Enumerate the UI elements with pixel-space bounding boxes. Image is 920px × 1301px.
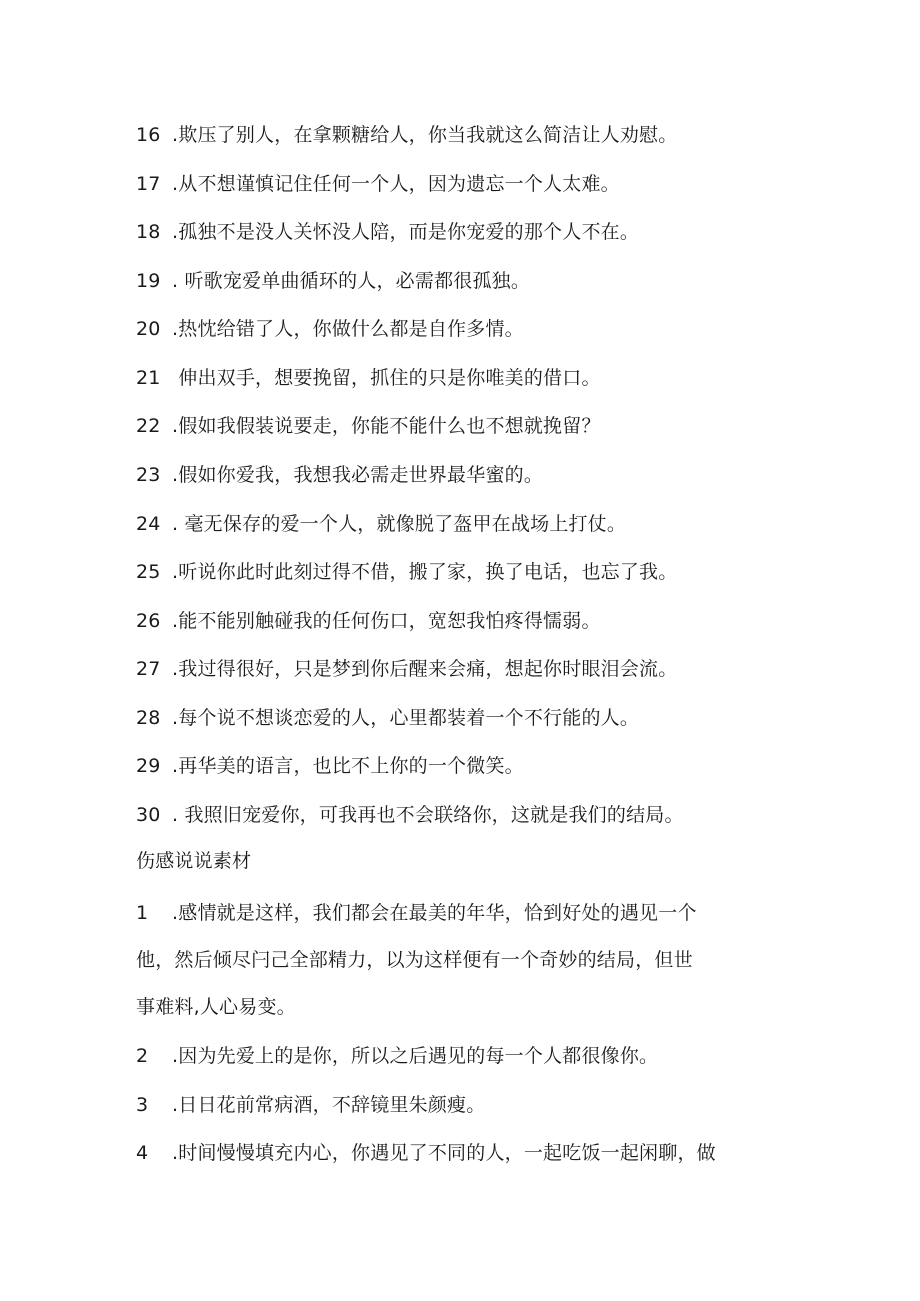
list-item [136, 219, 639, 245]
item-text: . 我照旧宠爱你，可我再也不会联络你，这就是我们的结局。 [172, 804, 684, 826]
item-text: .热忱给错了人，你做什么都是自作多情。 [172, 318, 524, 340]
list-item [136, 413, 601, 439]
item-text: .假如你爱我，我想我必需走世界最华蜜的。 [172, 464, 544, 486]
item-text: .每个说不想谈恋爱的人，心里都装着一个不行能的人。 [172, 707, 640, 729]
list-item [136, 559, 677, 585]
list-item-continuation: 事难料,人心易变。 [136, 996, 296, 1018]
item-number: 17 [136, 173, 161, 195]
item-text: .孤独不是没人关怀没人陪，而是你宠爱的那个人不在。 [172, 221, 640, 243]
item-number: 26 [136, 610, 161, 632]
list-item [136, 608, 601, 634]
list-item [136, 900, 697, 926]
item-text: . 听歌宠爱单曲循环的人，必需都很孤独。 [172, 270, 531, 292]
item-text: .再华美的语言，也比不上你的一个微笑。 [172, 755, 524, 777]
item-text: .听说你此时此刻过得不借，搬了家，换了电话，也忘了我。 [172, 561, 678, 583]
list-item [136, 1092, 485, 1118]
list-item [136, 462, 543, 488]
item-number: 25 [136, 561, 161, 583]
list-item [136, 316, 524, 342]
item-number: 18 [136, 221, 161, 243]
item-text: . 毫无保存的爱一个人，就像脱了盔甲在战场上打仗。 [172, 513, 627, 535]
item-number: 2 [136, 1045, 149, 1067]
list-item [136, 171, 620, 197]
list-item [136, 705, 639, 731]
item-text: .从不想谨慎记住任何一个人，因为遗忘一个人太难。 [172, 173, 620, 195]
list-item [136, 122, 677, 148]
item-text: .欺压了别人，在拿颗糖给人，你当我就这么简洁让人劝慰。 [172, 124, 678, 146]
item-number: 22 [136, 415, 161, 437]
list-item [136, 656, 677, 682]
item-text: .日日花前常病酒，不辞镜里朱颜瘦。 [172, 1094, 486, 1116]
item-text: .感情就是这样，我们都会在最美的年华，恰到好处的遇见一个 [172, 902, 697, 924]
item-number: 24 [136, 513, 161, 535]
item-text: .能不能别触碰我的任何伤口，宽恕我怕疼得懦弱。 [172, 610, 601, 632]
item-text: 伸出双手，想要挽留，抓住的只是你唯美的借口。 [172, 367, 601, 389]
list-item [136, 802, 684, 828]
item-number: 21 [136, 367, 161, 389]
list-item [136, 753, 524, 779]
item-text: .我过得很好，只是梦到你后醒来会痛，想起你时眼泪会流。 [172, 658, 678, 680]
list-item [136, 1043, 658, 1069]
item-text: .假如我假装说要走，你能不能什么也不想就挽留？ [172, 415, 601, 437]
item-number: 27 [136, 658, 161, 680]
item-number: 19 [136, 270, 161, 292]
item-number: 20 [136, 318, 161, 340]
list-item [136, 1140, 716, 1166]
item-number: 28 [136, 707, 161, 729]
list-item [136, 511, 626, 537]
list-item [136, 365, 601, 391]
item-number: 4 [136, 1142, 149, 1164]
item-text: .时间慢慢填充内心，你遇见了不同的人，一起吃饭一起闲聊，做 [172, 1142, 716, 1164]
item-number: 29 [136, 755, 161, 777]
item-number: 1 [136, 902, 149, 924]
section-title: 伤感说说素材 [136, 850, 252, 872]
item-number: 3 [136, 1094, 149, 1116]
item-text: .因为先爱上的是你，所以之后遇见的每一个人都很像你。 [172, 1045, 659, 1067]
list-item [136, 268, 530, 294]
item-number: 23 [136, 464, 161, 486]
list-item-continuation: 他，然后倾尽闩己全部精力，以为这样便有一个奇妙的结局，但世 [136, 949, 693, 971]
item-number: 30 [136, 804, 161, 826]
item-number: 16 [136, 124, 161, 146]
